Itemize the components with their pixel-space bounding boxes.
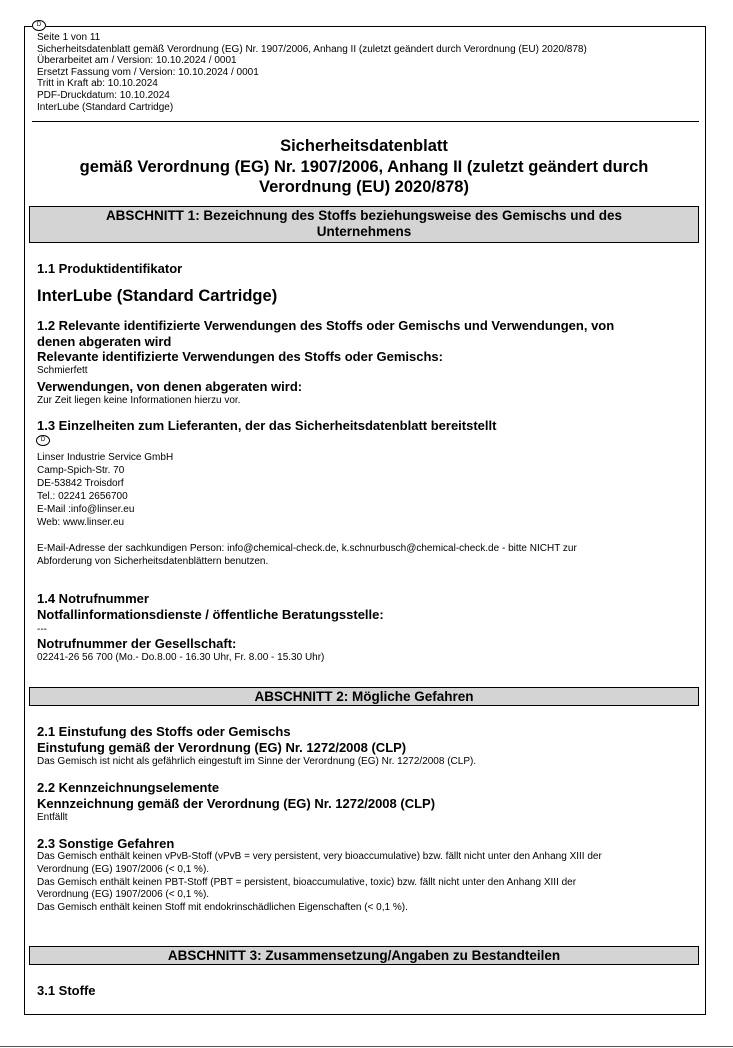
supplier-phone: Tel.: 02241 2656700: [37, 491, 128, 502]
heading-2-2-sub: Kennzeichnung gemäß der Verordnung (EG) Nr. 1272/2008 (CLP): [37, 796, 436, 811]
text-2-3: [37, 851, 602, 915]
header-divider: [32, 121, 699, 122]
document-title: [30, 136, 698, 198]
company-emergency-text: 02241-26 56 700 (Mo.- Do.8.00 - 16.30 Uhr, Fr. 8.00 - 15.30 Uhr): [37, 652, 325, 663]
text-2-3-line: Das Gemisch enthält keinen Stoff mit endokrinschädlichen Eigenschaften (< 0,1 %).: [37, 902, 408, 914]
section-2-bar: ABSCHNITT 2: Mögliche Gefahren: [29, 687, 699, 706]
frame-top-border: [46, 26, 705, 27]
title-line: gemäß Verordnung (EG) Nr. 1907/2006, Anhang II (zuletzt geändert durch: [79, 157, 649, 176]
supplier-web: Web: www.linser.eu: [37, 517, 125, 528]
text-2-3-line: Das Gemisch enthält keinen vPvB-Stoff (vPvB = very persistent, very bioaccumulative) bzw. fällt nicht unter den Anhang XIII der: [37, 851, 602, 862]
product-name: InterLube (Standard Cartridge): [37, 287, 278, 305]
expert-email-note: [37, 542, 577, 568]
supplier-name: Linser Industrie Service GmbH: [37, 452, 174, 463]
section-1-bar: [29, 206, 699, 243]
company-emergency-heading: Notrufnummer der Gesellschaft:: [37, 636, 237, 651]
advised-against-heading: Verwendungen, von denen abgeraten wird:: [37, 379, 303, 394]
heading-2-3: 2.3 Sonstige Gefahren: [37, 836, 175, 851]
supplier-street: Camp-Spich-Str. 70: [37, 465, 125, 476]
heading-3-1: 3.1 Stoffe: [37, 983, 96, 998]
supplier-address: [37, 451, 173, 529]
country-badge-d-icon: D: [32, 20, 46, 31]
header-product: InterLube (Standard Cartridge): [37, 101, 174, 113]
document-header: [37, 32, 587, 113]
country-badge-d-icon: D: [36, 435, 50, 446]
text-2-3-line: Verordnung (EG) 1907/2006 (< 0,1 %).: [37, 889, 210, 901]
title-line: Sicherheitsdatenblatt: [280, 137, 448, 155]
page-number: Seite 1 von 11: [37, 32, 101, 43]
heading-2-1: 2.1 Einstufung des Stoffs oder Gemischs: [37, 724, 291, 739]
expert-note-line: Abforderung von Sicherheitsdatenblättern benutzen.: [37, 556, 269, 567]
advised-against-text: Zur Zeit liegen keine Informationen hierzu vor.: [37, 395, 241, 406]
section-3-bar: ABSCHNITT 3: Zusammensetzung/Angaben zu Bestandteilen: [29, 946, 699, 965]
frame-top-border: [24, 26, 32, 27]
heading-1-2-line: 1.2 Relevante identifizierte Verwendungen des Stoffs oder Gemischs und Verwendungen, von: [37, 318, 615, 333]
section-1-title-line: ABSCHNITT 1: Bezeichnung des Stoffs beziehungsweise des Gemischs und des: [105, 208, 623, 223]
text-2-2: Entfällt: [37, 812, 68, 823]
uses-heading: Relevante identifizierte Verwendungen des Stoffs oder Gemischs:: [37, 349, 443, 364]
uses-text: Schmierfett: [37, 365, 88, 376]
text-2-1: Das Gemisch ist nicht als gefährlich eingestuft im Sinne der Verordnung (EG) Nr. 1272/2008 (CLP).: [37, 756, 477, 767]
heading-1-2: [37, 318, 614, 350]
emergency-services-text: ---: [37, 624, 47, 635]
heading-2-2: 2.2 Kennzeichnungselemente: [37, 780, 220, 795]
supplier-city: DE-53842 Troisdorf: [37, 478, 124, 489]
header-pdf-date: PDF-Druckdatum: 10.10.2024: [37, 89, 170, 101]
heading-1-4: 1.4 Notrufnummer: [37, 591, 149, 606]
heading-1-1: 1.1 Produktidentifikator: [37, 261, 183, 276]
heading-2-1-sub: Einstufung gemäß der Verordnung (EG) Nr. 1272/2008 (CLP): [37, 740, 407, 755]
page-bottom-edge: [0, 1046, 733, 1047]
header-effective: Tritt in Kraft ab: 10.10.2024: [37, 78, 158, 90]
header-regulation: Sicherheitsdatenblatt gemäß Verordnung (EG) Nr. 1907/2006, Anhang II (zuletzt geändert durch Verordnung (EU) 2020/878): [37, 43, 587, 55]
expert-note-line: E-Mail-Adresse der sachkundigen Person: info@chemical-check.de, k.schnurbusch@chemical-check.de - bitte NICHT zur: [37, 543, 577, 554]
heading-1-3: 1.3 Einzelheiten zum Lieferanten, der das Sicherheitsdatenblatt bereitstellt: [37, 418, 497, 433]
emergency-services-heading: Notfallinformationsdienste / öffentliche Beratungsstelle:: [37, 607, 384, 622]
heading-1-2-line: denen abgeraten wird: [37, 334, 172, 349]
supplier-email: E-Mail :info@linser.eu: [37, 504, 135, 515]
text-2-3-line: Das Gemisch enthält keinen PBT-Stoff (PBT = persistent, bioaccumulative, toxic) bzw. fällt nicht unter den Anhang XIII der: [37, 876, 577, 888]
header-revised: Überarbeitet am / Version: 10.10.2024 / 0001: [37, 55, 237, 67]
header-replaces: Ersetzt Fassung vom / Version: 10.10.2024 / 0001: [37, 66, 259, 78]
text-2-3-line: Verordnung (EG) 1907/2006 (< 0,1 %).: [37, 863, 210, 875]
section-1-title-line: Unternehmens: [316, 224, 412, 239]
title-line: Verordnung (EU) 2020/878): [259, 178, 469, 196]
